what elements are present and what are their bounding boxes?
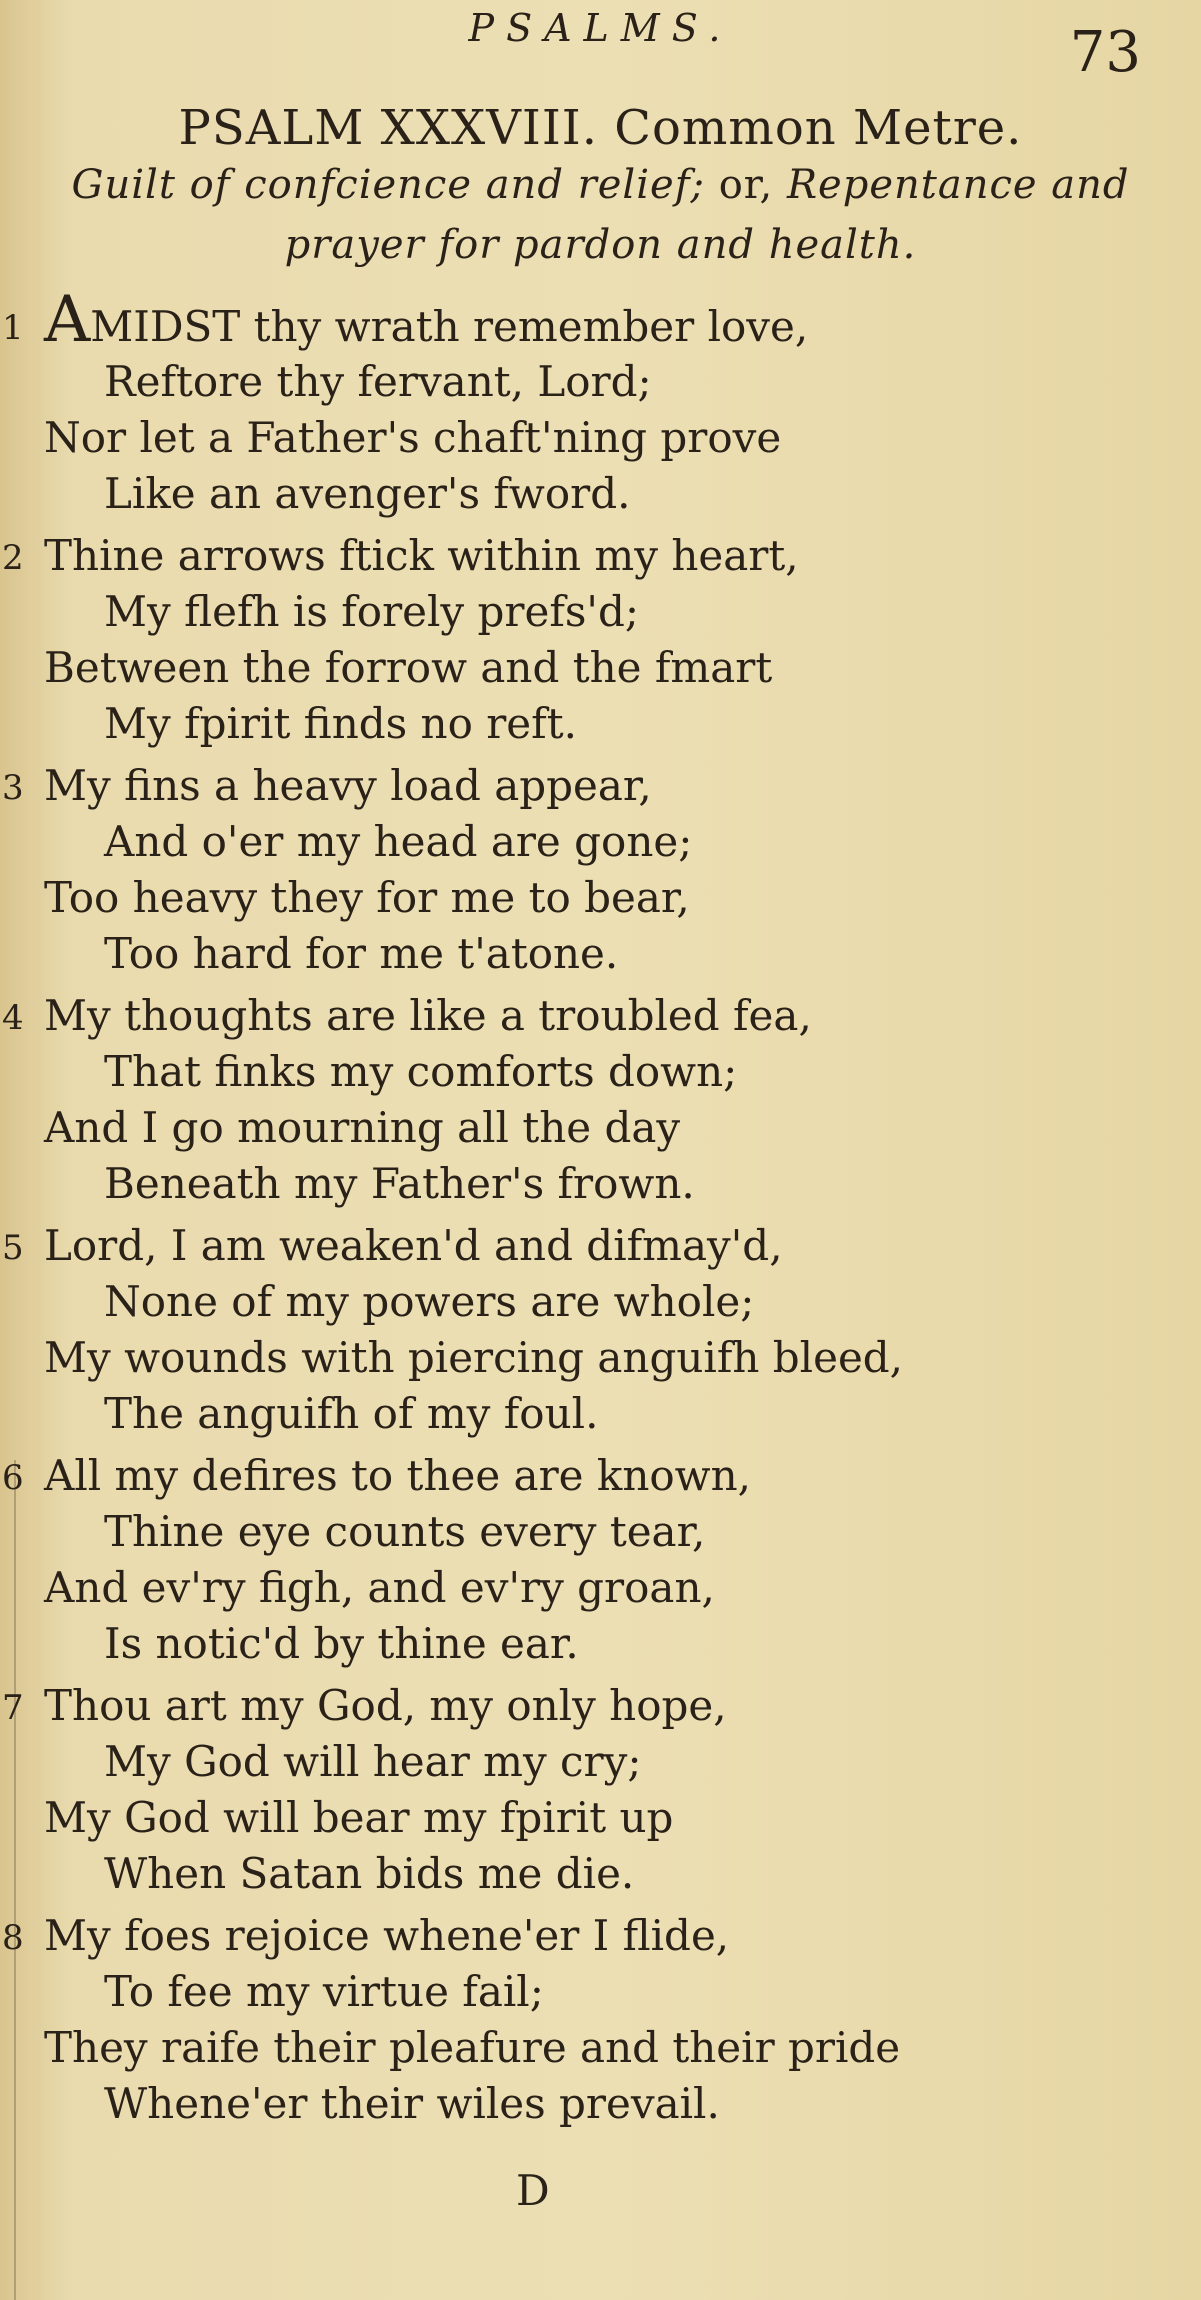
verse-line: Reftore thy fervant, Lord; — [104, 357, 652, 406]
verse-line: All my defires to thee are known, — [44, 1451, 752, 1500]
verse-line: They raife their pleafure and their pride — [44, 2023, 901, 2072]
verse-line: AMIDST thy wrath remember love, — [44, 283, 809, 357]
page-number: 73 — [1069, 20, 1141, 85]
stanza-number: 4 — [2, 998, 24, 1038]
verse-line: Beneath my Father's frown. — [104, 1159, 695, 1208]
verse-line: To fee my virtue fail; — [104, 1967, 544, 2016]
verse-line: My God will bear my fpirit up — [44, 1793, 674, 1842]
verse-line: Lord, I am weaken'd and difmay'd, — [44, 1221, 783, 1270]
verse-line: When Satan bids me die. — [104, 1849, 635, 1898]
page-edge — [0, 1460, 16, 2300]
verse-line: My foes rejoice whene'er I flide, — [44, 1911, 730, 1960]
verse-line: Nor let a Father's chaft'ning prove — [44, 413, 782, 462]
stanza-number: 5 — [2, 1228, 24, 1268]
stanza-number: 8 — [2, 1918, 24, 1958]
verse-line: My wounds with piercing anguifh bleed, — [44, 1333, 904, 1382]
stanza-number: 3 — [2, 768, 24, 808]
signature-mark: D — [516, 2166, 550, 2215]
verse-line: And I go mourning all the day — [44, 1103, 681, 1152]
verse-line: Too heavy they for me to bear, — [44, 873, 690, 922]
verse-line: None of my powers are whole; — [104, 1277, 755, 1326]
verse-line: My flefh is forely prefs'd; — [104, 587, 640, 636]
subtitle-line-1 — [0, 162, 1201, 208]
verse-line: Is notic'd by thine ear. — [104, 1619, 579, 1668]
stanza-number: 6 — [2, 1458, 24, 1498]
verse-line: The anguifh of my foul. — [104, 1389, 599, 1438]
psalm-title: PSALM XXXVIII. Common Metre. — [178, 100, 1023, 156]
verse-line: That finks my comforts down; — [104, 1047, 738, 1096]
verse-line: And o'er my head are gone; — [104, 817, 693, 866]
verse-line: Like an avenger's fword. — [104, 469, 631, 518]
drop-cap: A — [44, 283, 91, 357]
verse-line: Whene'er their wiles prevail. — [104, 2079, 720, 2128]
verse-line: Thine eye counts every tear, — [104, 1507, 706, 1556]
verse-line: My God will hear my cry; — [104, 1737, 642, 1786]
verse-line: My fpirit finds no reft. — [104, 699, 577, 748]
verse-line: Too hard for me t'atone. — [104, 929, 619, 978]
subtitle-line-2: prayer for pardon and health. — [284, 222, 917, 268]
subtitle-part-2: Repentance and — [786, 162, 1130, 208]
verse-line: Thine arrows ftick within my heart, — [44, 531, 799, 580]
verse-line: My fins a heavy load appear, — [44, 761, 652, 810]
subtitle-connector: or, — [718, 162, 774, 208]
verse-line: Between the forrow and the fmart — [44, 643, 773, 692]
subtitle-part-1: Guilt of confcience and relief; — [71, 162, 705, 208]
stanza-number: 7 — [2, 1688, 24, 1728]
verse-line: My thoughts are like a troubled fea, — [44, 991, 812, 1040]
verse-line: And ev'ry figh, and ev'ry groan, — [44, 1563, 715, 1612]
stanza-number: 2 — [2, 538, 24, 578]
stanza-number: 1 — [2, 308, 24, 348]
verse-line: Thou art my God, my only hope, — [44, 1681, 727, 1730]
running-head: PSALMS. — [468, 6, 733, 50]
